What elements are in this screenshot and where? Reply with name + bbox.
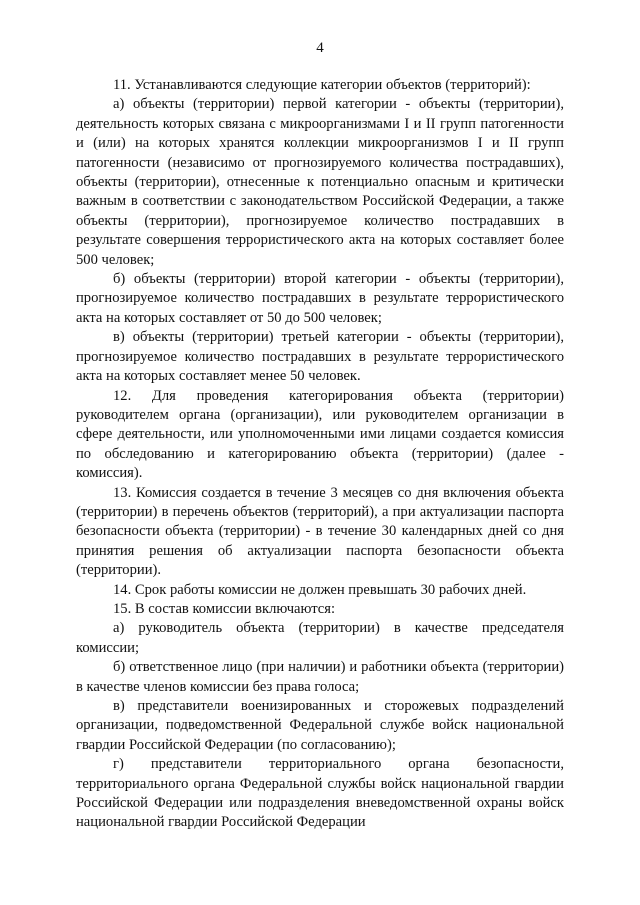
clause-15-item-a: а) руководитель объекта (территории) в качестве председателя комиссии; — [76, 620, 564, 656]
clause-15-item-b: б) ответственное лицо (при наличии) и работники объекта (территории) в качестве членов комиссии без права голоса; — [76, 659, 564, 695]
clause-15-heading: 15. В состав комиссии включаются: — [113, 600, 336, 617]
clause-13: 13. Комиссия создается в течение 3 месяцев со дня включения объекта (территории) в перечень объектов (территорий), а при актуализации паспорта безопасности объекта (территории) - в течение 30 календарных дней со дня принятия решения об актуализации паспорта безопасности объекта (территории). — [76, 484, 564, 579]
page-number: 4 — [316, 40, 324, 56]
clause-14: 14. Срок работы комиссии не должен превышать 30 рабочих дней. — [113, 581, 527, 598]
clause-11-item-b: б) объекты (территории) второй категории - объекты (территории), прогнозируемое количество пострадавших в результате террористического акта на которых составляет от 50 до 500 человек; — [76, 271, 564, 326]
clause-15-item-c: в) представители военизированных и сторожевых подразделений организации, подведомственной Федеральной службе войск национальной гвардии Российской Федерации (по согласованию); — [76, 698, 564, 753]
clause-15-item-d: г) представители территориального органа безопасности, территориального органа Федеральной службы войск национальной гвардии Российской Федерации или подразделения вневедомственной охраны войск национальной гвардии Российской Федерации — [76, 756, 564, 831]
clause-11-item-a: а) объекты (территории) первой категории - объекты (территории), деятельность которых связана с микроорганизмами I и II групп патогенности и (или) на которых хранятся коллекции микроорганизмов I и II групп патогенности (независимо от прогнозируемого количества пострадавших), объекты (территории), отнесенные к потенциально опасным и критически важным в соответствии с законодательством Российской Федерации, а также объекты (территории), прогнозируемое количество пострадавших в результате совершения террористического акта на которых составляет более 500 человек; — [76, 96, 564, 268]
clause-11-heading: 11. Устанавливаются следующие категории объектов (территорий): — [113, 77, 531, 93]
document-body — [76, 76, 564, 833]
clause-11-item-c: в) объекты (территории) третьей категории - объекты (территории), прогнозируемое количество пострадавших в результате террористического акта на которых составляет менее 50 человек. — [76, 329, 564, 385]
clause-12: 12. Для проведения категорирования объекта (территории) руководителем органа (организации), или руководителем организации в сфере деятельности, или уполномоченными ими лицами создается комиссия по обследованию и категорированию объекта (территории) (далее - комиссия). — [76, 387, 564, 482]
